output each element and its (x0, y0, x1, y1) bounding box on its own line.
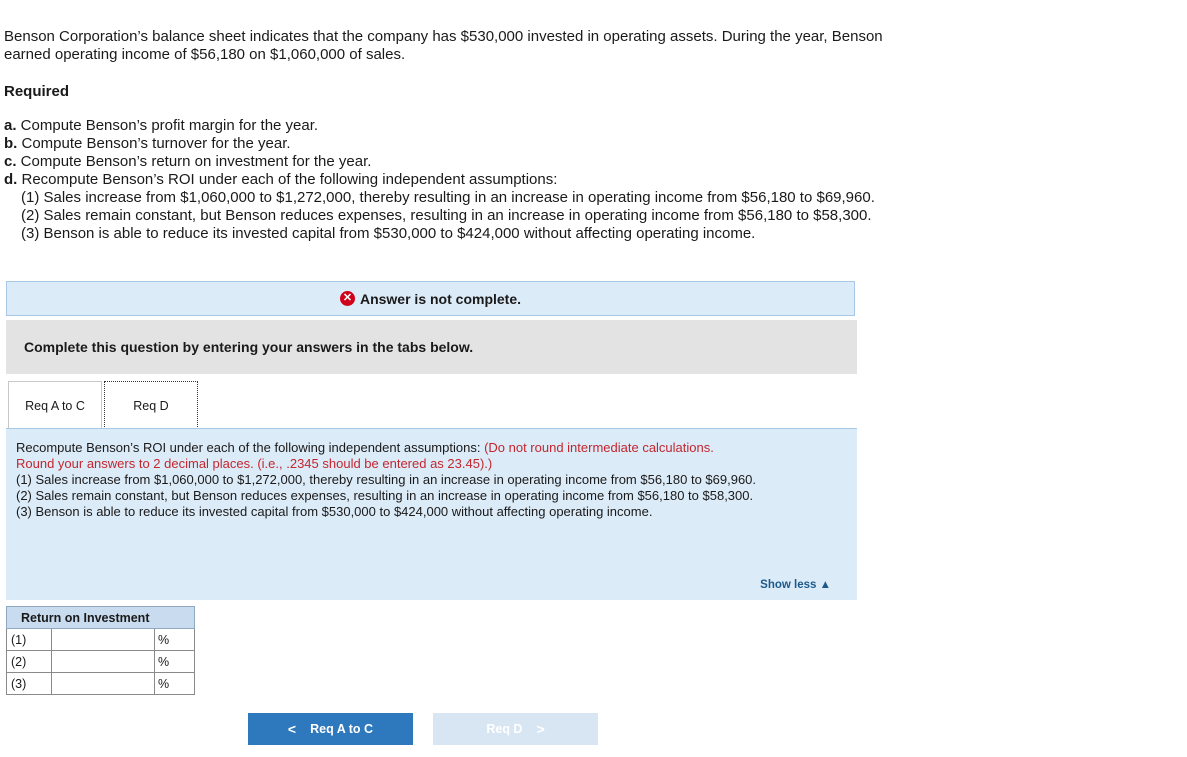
panel-item-3: (3) Benson is able to reduce its invested capital from $530,000 to $424,000 without affecting operating income. (16, 504, 653, 519)
requirement-b-text: Compute Benson’s turnover for the year. (17, 135, 291, 152)
requirement-c-prefix: c. (4, 153, 17, 170)
triangle-up-icon: ▲ (819, 579, 831, 591)
requirement-a-text: Compute Benson’s profit margin for the year. (16, 117, 319, 134)
tab-bar (8, 381, 198, 429)
requirement-d-1: (1) Sales increase from $1,060,000 to $1,272,000, thereby resulting in an increase in operating income from $56,180 to $69,960. (21, 189, 875, 206)
roi-input-3[interactable] (52, 674, 154, 694)
panel-item-2: (2) Sales remain constant, but Benson reduces expenses, resulting in an increase in operating income from $56,180 to $58,300. (16, 488, 754, 503)
tab-panel-req-d (6, 428, 857, 600)
tab-req-d-label: Req D (133, 398, 169, 413)
requirement-b-prefix: b. (4, 135, 18, 152)
answer-status-text: Answer is not complete. (359, 290, 522, 307)
panel-intro (16, 440, 847, 456)
roi-input-cell (52, 651, 155, 673)
table-row (7, 629, 195, 651)
percent-unit: % (155, 673, 195, 695)
requirement-c-text: Compute Benson’s return on investment for the year. (16, 153, 372, 170)
show-less-link[interactable] (760, 577, 831, 593)
next-tab-button-label: Req D (486, 722, 523, 736)
percent-unit: % (155, 629, 195, 651)
requirements-list (4, 117, 964, 243)
roi-input-1[interactable] (52, 630, 154, 650)
prev-tab-button[interactable] (248, 713, 413, 745)
show-less-label: Show less (760, 579, 817, 591)
requirement-c (4, 153, 964, 171)
next-tab-button[interactable] (433, 713, 598, 745)
roi-input-2[interactable] (52, 652, 154, 672)
roi-input-cell (52, 673, 155, 695)
instruction-text: Complete this question by entering your answers in the tabs below. (24, 339, 474, 355)
requirement-d-2: (2) Sales remain constant, but Benson reduces expenses, resulting in an increase in operating income from $56,180 to $58,300. (21, 207, 872, 224)
requirement-a (4, 117, 964, 135)
x-circle-icon: ✕ (340, 291, 355, 306)
tab-req-d[interactable] (104, 381, 198, 429)
required-heading: Required (4, 83, 70, 100)
chevron-left-icon: < (287, 721, 297, 737)
table-row (7, 651, 195, 673)
chevron-right-icon: > (536, 721, 545, 737)
requirement-a-prefix: a. (4, 117, 17, 134)
problem-line-1: Benson Corporation’s balance sheet indicates that the company has $530,000 invested in operating assets. During the year, Benson (4, 28, 883, 45)
requirement-d-text: Recompute Benson’s ROI under each of the following independent assumptions: (17, 171, 558, 188)
table-header-row (7, 607, 195, 629)
roi-answer-table (6, 606, 195, 695)
requirement-d (4, 171, 964, 189)
problem-statement (4, 28, 964, 64)
requirement-b (4, 135, 964, 153)
table-row (7, 673, 195, 695)
panel-rounding-note-1: (Do not round intermediate calculations. (484, 440, 714, 455)
tab-req-a-to-c[interactable] (8, 381, 102, 429)
instruction-bar (6, 320, 857, 374)
row-label: (2) (7, 651, 52, 673)
panel-rounding-note-2: Round your answers to 2 decimal places. (i.e., .2345 should be entered as 23.45).) (16, 456, 493, 471)
panel-intro-text: Recompute Benson’s ROI under each of the following independent assumptions: (16, 440, 485, 455)
requirement-d-3: (3) Benson is able to reduce its invested capital from $530,000 to $424,000 without affecting operating income. (21, 225, 756, 242)
roi-input-cell (52, 629, 155, 651)
row-label: (1) (7, 629, 52, 651)
prev-tab-button-label: Req A to C (310, 722, 374, 736)
problem-line-2: earned operating income of $56,180 on $1,060,000 of sales. (4, 46, 406, 63)
answer-status-banner (6, 281, 855, 316)
panel-item-1: (1) Sales increase from $1,060,000 to $1,272,000, thereby resulting in an increase in operating income from $56,180 to $69,960. (16, 472, 757, 487)
percent-unit: % (155, 651, 195, 673)
row-label: (3) (7, 673, 52, 695)
tab-req-a-to-c-label: Req A to C (25, 398, 85, 413)
requirement-d-prefix: d. (4, 171, 18, 188)
table-header: Return on Investment (7, 607, 195, 629)
